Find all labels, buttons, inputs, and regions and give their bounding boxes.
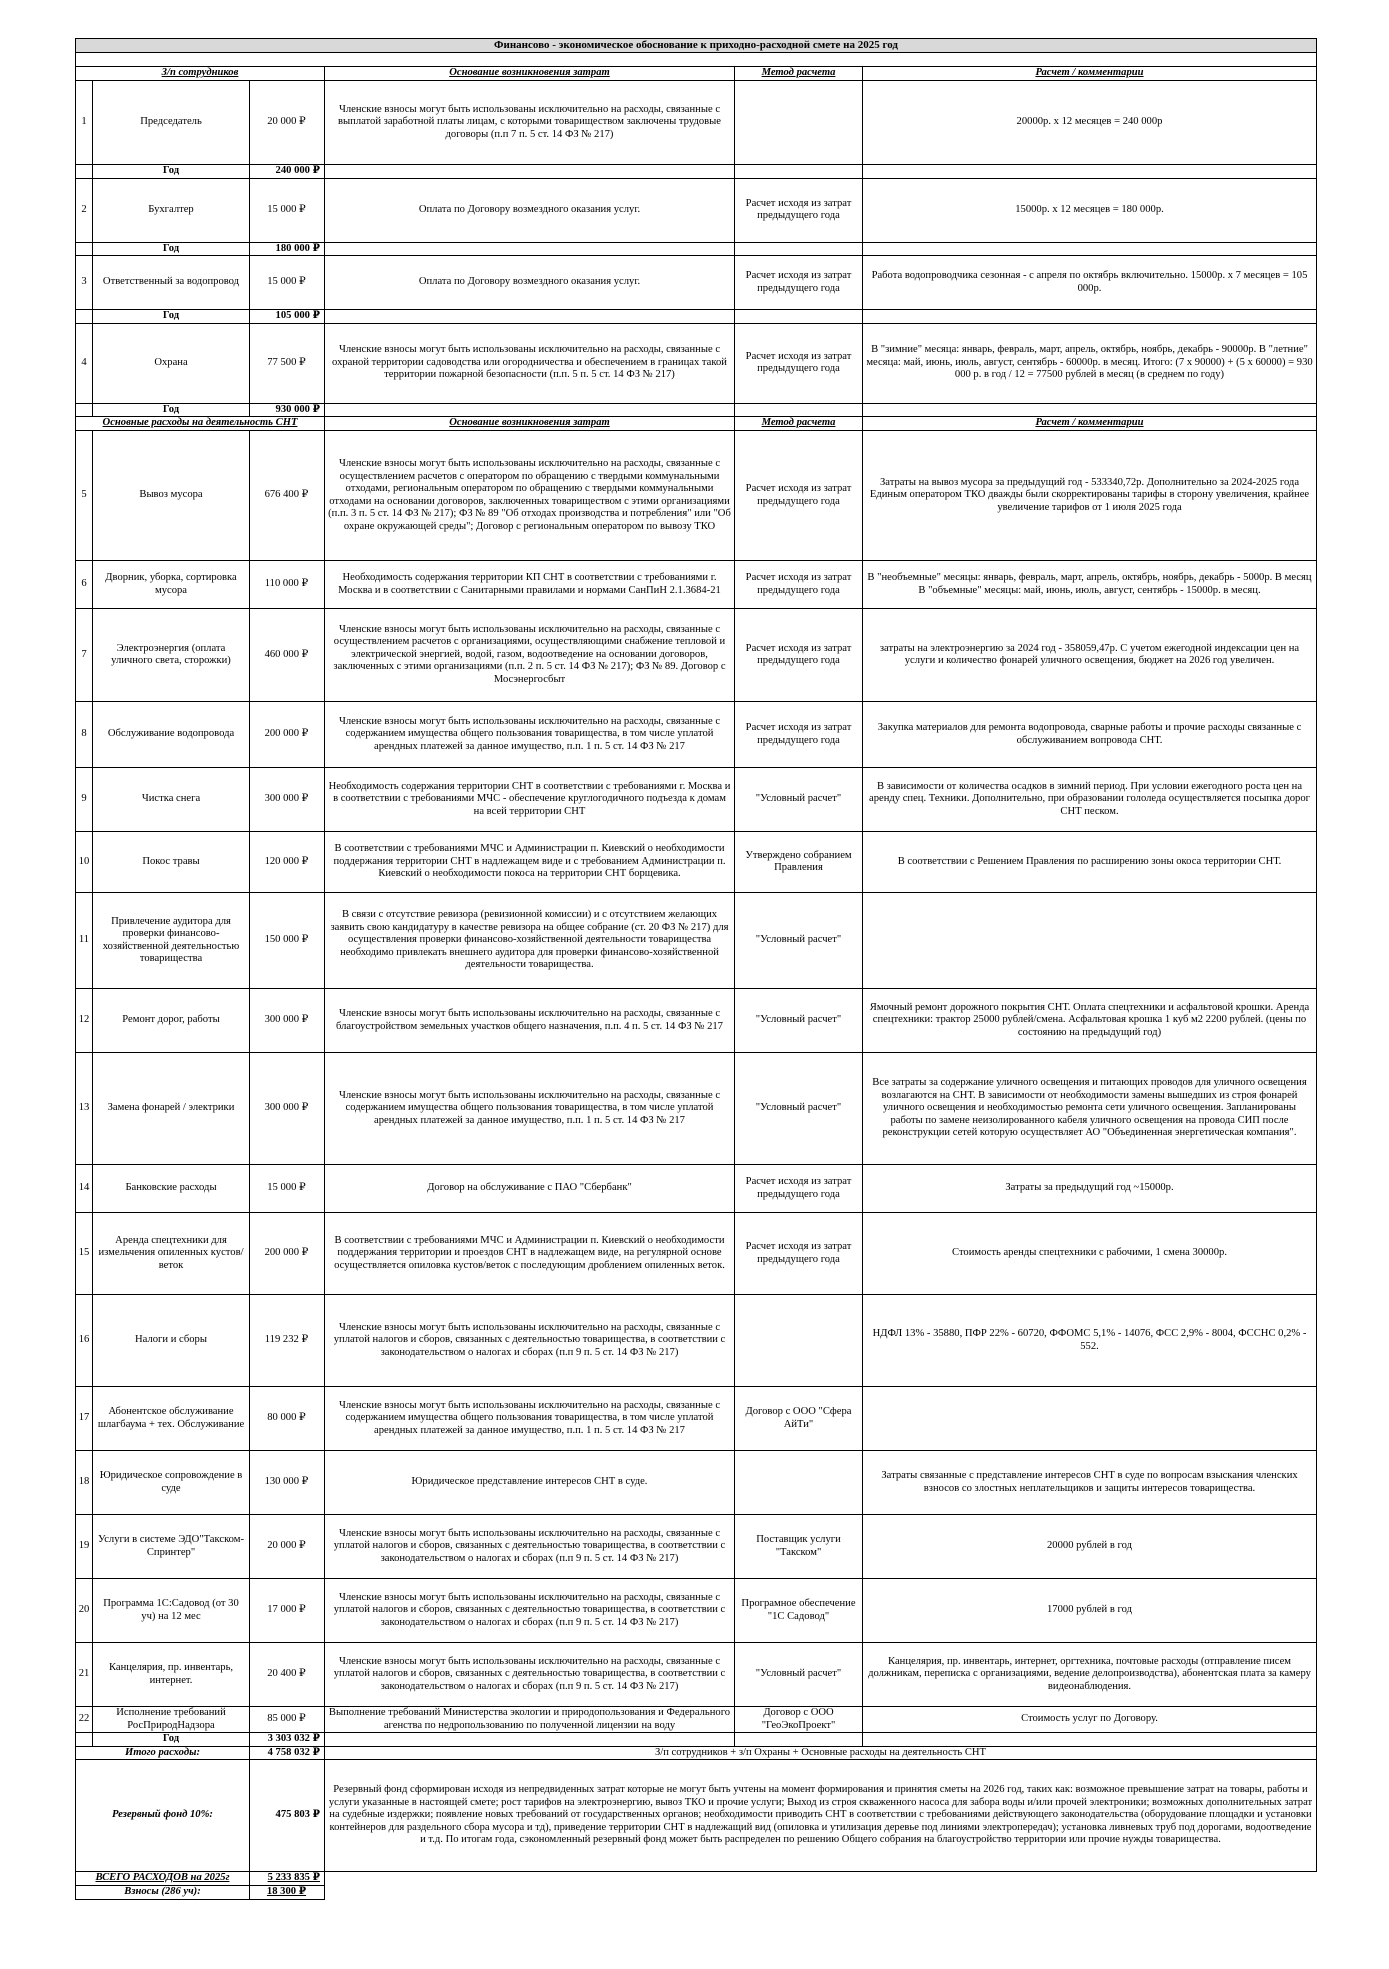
fee-row [76,1886,1317,1900]
row-number: 1 [76,81,93,165]
method-header: Метод расчета [735,67,863,81]
salary-header-row [76,67,1317,81]
item-amount: 20 000 ₽ [250,1515,325,1579]
row-number: 7 [76,609,93,702]
row-number: 21 [76,1643,93,1707]
item-name: Ответственный за водопровод [93,256,250,310]
item-basis: Оплата по Договору возмездного оказания услуг. [325,256,735,310]
total-label: Итого расходы: [76,1746,250,1760]
year-empty [863,310,1317,324]
item-method: Расчет исходя из затрат предыдущего года [735,702,863,768]
row-number: 4 [76,323,93,403]
item-name: Исполнение требований РосПриродНадзора [93,1707,250,1733]
item-method: Програмное обеспечение "1С Садовод" [735,1579,863,1643]
year-empty [735,1733,863,1747]
year-total: 3 303 032 ₽ [250,1733,325,1747]
year-row-number [76,403,93,417]
total-formula: З/п сотрудников + з/п Охраны + Основные расходы на деятельность СНТ [325,1746,1317,1760]
item-basis: Оплата по Договору возмездного оказания услуг. [325,178,735,242]
sheet-title: Финансово - экономическое обоснование к приходно-расходной смете на 2025 год [76,39,1317,53]
item-amount: 300 000 ₽ [250,1053,325,1165]
row-number: 16 [76,1295,93,1387]
item-amount: 300 000 ₽ [250,989,325,1053]
item-name: Замена фонарей / электрики [93,1053,250,1165]
item-basis: Выполнение требований Министерства экологии и природопользования и Федерального агенства по недропользованию по полученной лицензии на воду [325,1707,735,1733]
year-total: 240 000 ₽ [250,165,325,179]
item-method: Расчет исходя из затрат предыдущего года [735,178,863,242]
item-comment: 20000 рублей в год [863,1515,1317,1579]
item-basis: Членские взносы могут быть использованы исключительно на расходы, связанные с охраной территории садоводства или огородничества и обеспечением в границах такой территории пожарной безопасности (п.п. 5 п. 5 ст. 14 ФЗ № 217) [325,323,735,403]
item-amount: 150 000 ₽ [250,893,325,989]
row-number: 12 [76,989,93,1053]
item-basis: Договор на обслуживание с ПАО "Сбербанк" [325,1165,735,1213]
grand-total-amount: 5 233 835 ₽ [250,1872,325,1886]
item-amount: 20 000 ₽ [250,81,325,165]
year-row-number [76,1733,93,1747]
item-amount: 460 000 ₽ [250,609,325,702]
item-comment: Ямочный ремонт дорожного покрытия СНТ. Оплата спецтехники и асфальтовой крошки. Аренда спецтехники: трактор 25000 рублей/смена. Асфальтовая крошка 1 куб м2 2200 рублей. (цены по состоянию на предыдущий год) [863,989,1317,1053]
row-number: 19 [76,1515,93,1579]
item-basis: Членские взносы могут быть использованы исключительно на расходы, связанные с выплатой заработной платы лицам, с которыми товариществом заключены трудовые договоры (п.п 7 п. 5 ст. 14 ФЗ № 217) [325,81,735,165]
item-basis: Юридическое представление интересов СНТ в суде. [325,1451,735,1515]
item-amount: 80 000 ₽ [250,1387,325,1451]
year-empty [735,403,863,417]
item-name: Обслуживание водопровода [93,702,250,768]
basis-header: Основание возникновения затрат [325,67,735,81]
budget-sheet [75,38,1316,1900]
row-number: 22 [76,1707,93,1733]
grand-total-row [76,1872,1317,1886]
item-method: Договор с ООО "Сфера АйТи" [735,1387,863,1451]
year-empty [325,242,735,256]
item-comment: Затраты за предыдущий год ~15000р. [863,1165,1317,1213]
item-name: Бухгалтер [93,178,250,242]
year-label: Год [93,403,250,417]
year-row-number [76,165,93,179]
expense-row [76,1707,1317,1733]
expense-row [76,1165,1317,1213]
year-label: Год [93,165,250,179]
basis-header: Основание возникновения затрат [325,417,735,431]
expense-row [76,81,1317,165]
expense-row [76,1387,1317,1451]
item-basis: Необходимость содержания территории КП СНТ в соответствии с требованиями г. Москва и в соответствии с Санитарными правилами и нормами СанПиН 2.1.3684-21 [325,561,735,609]
year-empty [325,165,735,179]
item-comment: Канцелярия, пр. инвентарь, интернет, оргтехника, почтовые расходы (отправление писем должникам, переписка с организациями, ведение делопроизводства), абонентская плата за камеру видеонаблюдения. [863,1643,1317,1707]
year-label: Год [93,310,250,324]
method-header: Метод расчета [735,417,863,431]
item-name: Привлечение аудитора для проверки финансово-хозяйственной деятельностью товарищества [93,893,250,989]
expense-row [76,1053,1317,1165]
year-empty [735,165,863,179]
item-name: Юридическое сопровождение в суде [93,1451,250,1515]
year-label: Год [93,242,250,256]
row-number: 2 [76,178,93,242]
item-method: Расчет исходя из затрат предыдущего года [735,561,863,609]
year-total: 180 000 ₽ [250,242,325,256]
item-method: Расчет исходя из затрат предыдущего года [735,323,863,403]
reserve-text: Резервный фонд сформирован исходя из непредвиденных затрат которые не могут быть учтены на момент формирования и принятия сметы на 2026 год, таких как: возможное превышение затрат на товары, работы и услуги указанные в настоящей смете; рост тарифов на электроэнергию, вывоз ТКО и прочие услуги; Выход из строя скваженного насоса для забора воды и/или прочей электроники; возможных дополнительных затрат на судебные издержки; появление новых требований от государственных органов; необходимости приводить СНТ в соответствии с требованиями действующего законодательства (оборудование площадки и установки контейнеров для раздельного сбора мусора и тд), приведение территории СНТ в надлежащий вид (опиловка и утилизация деревье под линиями электропередач); установка ливневых труб под дорогами, водоотведение и т.д. По итогам года, сэкономленный резервный фонд может быть распределен по решению Общего собрания на благоустройство территории или прочие нужды товарищества. [325,1760,1317,1872]
row-number: 17 [76,1387,93,1451]
item-name: Банковские расходы [93,1165,250,1213]
grand-total-label: ВСЕГО РАСХОДОВ на 2025г [76,1872,250,1886]
item-name: Покос травы [93,832,250,893]
item-method: "Условный расчет" [735,1643,863,1707]
spacer-row [76,53,1317,67]
item-name: Председатель [93,81,250,165]
item-comment: Стоимость аренды спецтехники с рабочими, 1 смена 30000р. [863,1213,1317,1295]
expense-row [76,1451,1317,1515]
expense-row [76,323,1317,403]
row-number: 18 [76,1451,93,1515]
item-comment: В зависимости от количества осадков в зимний период. При условии ежегодного роста цен на аренду спец. Техники. Дополнительно, при образовании гололеда осуществляется посыпка дорог СНТ песком. [863,768,1317,832]
salary-section-header: З/п сотрудников [76,67,325,81]
budget-table [75,38,1317,1900]
row-number: 11 [76,893,93,989]
item-amount: 676 400 ₽ [250,431,325,561]
year-row-number [76,310,93,324]
item-comment: 15000р. х 12 месяцев = 180 000р. [863,178,1317,242]
item-name: Чистка снега [93,768,250,832]
year-total-row [76,165,1317,179]
year-empty [325,403,735,417]
row-number: 10 [76,832,93,893]
expense-row [76,1579,1317,1643]
expense-row [76,178,1317,242]
item-amount: 300 000 ₽ [250,768,325,832]
row-number: 20 [76,1579,93,1643]
expense-row [76,1643,1317,1707]
item-method: "Условный расчет" [735,768,863,832]
item-amount: 200 000 ₽ [250,702,325,768]
reserve-label: Резервный фонд 10%: [76,1760,250,1872]
item-basis: Членские взносы могут быть использованы исключительно на расходы, связанные с осуществлением расчетов с оператором по обращению с твердыми коммунальными отходами, региональным оператором по обращению с твердыми коммунальными отходами на основании договоров, заключенных товариществом с этими организациями (п.п. 3 п. 5 ст. 14 ФЗ № 217); ФЗ № 89 "Об отходах производства и потребления" или "Об охране окружающей среды"; Договор с региональным оператором по вывозу ТКО [325,431,735,561]
expense-row [76,893,1317,989]
reserve-row [76,1760,1317,1872]
item-amount: 17 000 ₽ [250,1579,325,1643]
row-number: 15 [76,1213,93,1295]
item-method: "Условный расчет" [735,893,863,989]
item-comment [863,1387,1317,1451]
item-comment: Работа водопроводчика сезонная - с апреля по октябрь включительно. 15000р. х 7 месяцев = 105 000р. [863,256,1317,310]
item-amount: 119 232 ₽ [250,1295,325,1387]
item-method: Расчет исходя из затрат предыдущего года [735,256,863,310]
year-total-row [76,403,1317,417]
comment-header: Расчет / комментарии [863,417,1317,431]
year-empty [325,1733,735,1747]
item-amount: 130 000 ₽ [250,1451,325,1515]
item-basis: В соответствии с требованиями МЧС и Администрации п. Киевский о необходимости поддержания территории СНТ в надлежащем виде и с требованием Администрации п. Киевский о необходимости покоса на территории СНТ борщевика. [325,832,735,893]
item-comment: В "зимние" месяца: январь, февраль, март, апрель, октябрь, ноябрь, декабрь - 90000р. В "летние" месяца: май, июнь, июль, август, сентябрь - 60000р. в месяц. Итого: (7 х 90000) + (5 х 60000) = 930 000 р. в год / 12 = 77500 рублей в месяц (в среднем по году) [863,323,1317,403]
comment-header: Расчет / комментарии [863,67,1317,81]
fee-label: Взносы (286 уч): [76,1886,250,1900]
item-basis: Членские взносы могут быть использованы исключительно на расходы, связанные с уплатой налогов и сборов, связанных с деятельностью товарищества, в соответствии с законодательством о налогах и сборах (п.п 9 п. 5 ст. 14 ФЗ № 217) [325,1643,735,1707]
item-comment: НДФЛ 13% - 35880, ПФР 22% - 60720, ФФОМС 5,1% - 14076, ФСС 2,9% - 8004, ФССНС 0,2% - 552. [863,1295,1317,1387]
item-basis: Членские взносы могут быть использованы исключительно на расходы, связанные с уплатой налогов и сборов, связанных с деятельностью товарищества, в соответствии с законодательством о налогах и сборах (п.п 9 п. 5 ст. 14 ФЗ № 217) [325,1579,735,1643]
item-basis: Членские взносы могут быть использованы исключительно на расходы, связанные с благоустройством земельных участков общего назначения, п.п. 4 п. 5 ст. 14 ФЗ № 217 [325,989,735,1053]
year-total-row [76,310,1317,324]
item-method: Расчет исходя из затрат предыдущего года [735,609,863,702]
expense-row [76,832,1317,893]
item-name: Дворник, уборка, сортировка мусора [93,561,250,609]
year-row-number [76,242,93,256]
year-empty [863,1733,1317,1747]
item-comment: Все затраты за содержание уличного освещения и питающих проводов для уличного освещения возлагаются на СНТ. В зависимости от необходимости замены вышедших из строя фонарей уличного освещения и необходимостью ремонта сети уличного освещения. Запланированы работы по замене неизолированного кабеля уличного освещения на провода СИП после реконструкции сетей которую осуществляет АО "Объединенная энергетическая компания". [863,1053,1317,1165]
item-name: Охрана [93,323,250,403]
year-total-row [76,242,1317,256]
item-name: Вывоз мусора [93,431,250,561]
expense-row [76,702,1317,768]
row-number: 14 [76,1165,93,1213]
fee-amount: 18 300 ₽ [250,1886,325,1900]
expense-row [76,1515,1317,1579]
item-basis: Членские взносы могут быть использованы исключительно на расходы, связанные с содержанием имущества общего пользования товарищества, в том числе уплатой арендных платежей за данное имущество, п.п. 1 п. 5 ст. 14 ФЗ № 217 [325,1387,735,1451]
year-empty [863,242,1317,256]
item-method [735,1451,863,1515]
item-method: Утверждено собранием Правления [735,832,863,893]
item-comment [863,893,1317,989]
item-basis: Членские взносы могут быть использованы исключительно на расходы, связанные с осуществлением расчетов с организациями, осуществляющими снабжение тепловой и электрической энергией, водой, газом, водоотведение на основании договоров, заключенных с этими организациями (п.п. 2 п. 5 ст. 14 ФЗ № 217); ФЗ № 89. Договор с Мосэнергосбыт [325,609,735,702]
item-amount: 77 500 ₽ [250,323,325,403]
expense-row [76,1295,1317,1387]
year-total: 930 000 ₽ [250,403,325,417]
item-basis: Членские взносы могут быть использованы исключительно на расходы, связанные с содержанием имущества общего пользования товарищества, в том числе уплатой арендных платежей за данное имущество, п.п. 1 п. 5 ст. 14 ФЗ № 217 [325,1053,735,1165]
row-number: 6 [76,561,93,609]
item-method: Расчет исходя из затрат предыдущего года [735,431,863,561]
row-number: 8 [76,702,93,768]
item-comment: затраты на электроэнергию за 2024 год - 358059,47р. С учетом ежегодной индексации цен на услуги и количество фонарей уличного освещения, бюджет на 2026 год увеличен. [863,609,1317,702]
item-method [735,1295,863,1387]
item-method: "Условный расчет" [735,1053,863,1165]
item-comment: 17000 рублей в год [863,1579,1317,1643]
item-method: Расчет исходя из затрат предыдущего года [735,1213,863,1295]
item-method: Договор с ООО "ГеоЭкоПроект" [735,1707,863,1733]
main-section-header: Основные расходы на деятельность СНТ [76,417,325,431]
item-name: Услуги в системе ЭДО"Такском-Спринтер" [93,1515,250,1579]
item-comment: Затраты связанные с представление интересов СНТ в суде по вопросам взыскания членских взносов со злостных неплательщиков и защиты интересов товарищества. [863,1451,1317,1515]
year-total: 105 000 ₽ [250,310,325,324]
expense-row [76,609,1317,702]
item-amount: 120 000 ₽ [250,832,325,893]
item-amount: 85 000 ₽ [250,1707,325,1733]
item-basis: Членские взносы могут быть использованы исключительно на расходы, связанные с уплатой налогов и сборов, связанных с деятельностью товарищества, в соответствии с законодательством о налогах и сборах (п.п 9 п. 5 ст. 14 ФЗ № 217) [325,1515,735,1579]
item-comment: 20000р. х 12 месяцев = 240 000р [863,81,1317,165]
item-amount: 110 000 ₽ [250,561,325,609]
year-label: Год [93,1733,250,1747]
item-method: "Условный расчет" [735,989,863,1053]
year-empty [863,403,1317,417]
year-empty [735,242,863,256]
item-amount: 15 000 ₽ [250,256,325,310]
item-comment: В соответствии с Решением Правления по расширению зоны окоса территории СНТ. [863,832,1317,893]
item-amount: 200 000 ₽ [250,1213,325,1295]
item-comment: Затраты на вывоз мусора за предыдущий год - 533340,72р. Дополнительно за 2024-2025 года Единым оператором ТКО дважды были скорректированы тарифы в сторону увеличения, крайнее увеличение тарифов от 1 июля 2025 года [863,431,1317,561]
budget-table-body [76,39,1317,1900]
main-header-row [76,417,1317,431]
item-name: Программа 1С:Садовод (от 30 уч) на 12 мес [93,1579,250,1643]
item-method: Поставщик услуги "Такском" [735,1515,863,1579]
total-amount: 4 758 032 ₽ [250,1746,325,1760]
item-comment: В "необъемные" месяцы: январь, февраль, март, апрель, октябрь, ноябрь, декабрь - 5000р. В месяц В "объемные" месяцы: май, июнь, июль, август, сентябрь - 15000р. в месяц. [863,561,1317,609]
row-number: 5 [76,431,93,561]
item-name: Электроэнергия (оплата уличного света, сторожки) [93,609,250,702]
expense-row [76,561,1317,609]
expense-row [76,768,1317,832]
year-empty [325,310,735,324]
total-row [76,1746,1317,1760]
item-name: Аренда спецтехники для измельчения опиленных кустов/веток [93,1213,250,1295]
item-basis: В соответствии с требованиями МЧС и Администрации п. Киевский о необходимости поддержания территории и проездов СНТ в надлежащем виде, на регулярной основе осуществляется опиловка кустов/веток с последующим дроблением опиленных веток. [325,1213,735,1295]
item-amount: 15 000 ₽ [250,1165,325,1213]
year-empty [863,165,1317,179]
item-basis: Членские взносы могут быть использованы исключительно на расходы, связанные с содержанием имущества общего пользования товарищества, в том числе уплатой арендных платежей за данное имущество, п.п. 1 п. 5 ст. 14 ФЗ № 217 [325,702,735,768]
item-amount: 20 400 ₽ [250,1643,325,1707]
row-number: 9 [76,768,93,832]
item-comment: Стоимость услуг по Договору. [863,1707,1317,1733]
item-basis: В связи с отсутствие ревизора (ревизионной комиссии) и с отсутствием желающих заявить свою кандидатуру в качестве ревизора на общее собрание (ст. 20 ФЗ № 217) для осуществления проверки финансово-хозяйственной деятельности товарищества необходимо привлекать внешнего аудитора для проверки финансово-хозяйственной деятельности товарищества. [325,893,735,989]
item-name: Канцелярия, пр. инвентарь, интернет. [93,1643,250,1707]
year-total-row [76,1733,1317,1747]
item-basis: Членские взносы могут быть использованы исключительно на расходы, связанные с уплатой налогов и сборов, связанных с деятельностью товарищества, в соответствии с законодательством о налогах и сборах (п.п 9 п. 5 ст. 14 ФЗ № 217) [325,1295,735,1387]
expense-row [76,431,1317,561]
year-empty [735,310,863,324]
item-name: Ремонт дорог, работы [93,989,250,1053]
row-number: 13 [76,1053,93,1165]
reserve-amount: 475 803 ₽ [250,1760,325,1872]
item-amount: 15 000 ₽ [250,178,325,242]
expense-row [76,1213,1317,1295]
item-comment: Закупка материалов для ремонта водопровода, сварные работы и прочие расходы связанные с обслуживанием вопровода СНТ. [863,702,1317,768]
expense-row [76,989,1317,1053]
row-number: 3 [76,256,93,310]
item-method: Расчет исходя из затрат предыдущего года [735,1165,863,1213]
item-basis: Необходимость содержания территории СНТ в соответствии с требованиями г. Москва и в соответствии с требованиями МЧС - обеспечение круглогодичного подъезда к домам на всей территории СНТ [325,768,735,832]
item-name: Абонентское обслуживание шлагбаума + тех. Обслуживание [93,1387,250,1451]
item-name: Налоги и сборы [93,1295,250,1387]
item-method [735,81,863,165]
expense-row [76,256,1317,310]
